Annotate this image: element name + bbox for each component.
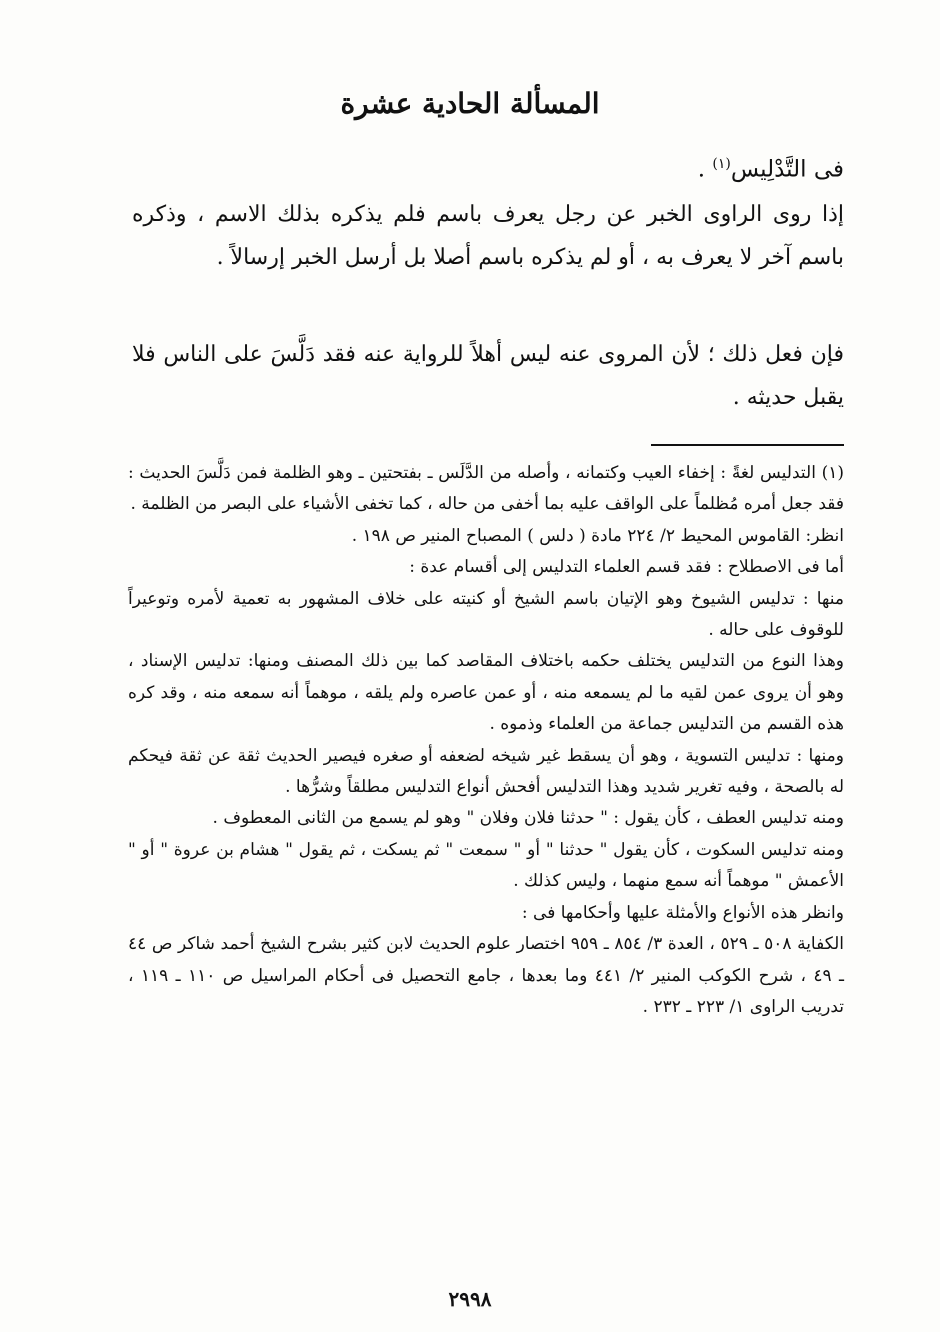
footnote-divider bbox=[651, 444, 844, 446]
subtitle-text: فى التَّدْلِيس bbox=[730, 156, 844, 183]
footnote-paragraph: ومنه تدليس العطف ، كأن يقول : " حدثنا فلان وفلان " وهو لم يسمع من الثانى المعطوف . bbox=[212, 808, 844, 829]
footnotes bbox=[128, 458, 844, 1023]
footnote-paragraph: وانظر هذه الأنواع والأمثلة عليها وأحكامها فى : bbox=[521, 902, 844, 923]
main-paragraph-1: إذا روى الراوى الخبر عن رجل يعرف باسم فلم يذكره بذلك الاسم ، وذكره باسم آخر لا يعرف به ، أو لم يذكره باسم أصلا بل أرسل الخبر إرسالاً . bbox=[132, 202, 844, 270]
footnote-paragraph: منها : تدليس الشيوخ وهو الإتيان باسم الشيخ أو كنيته على خلاف المشهور به تعمية لأمره وتوعيراً للوقوف على حاله . bbox=[128, 588, 844, 641]
footnote-paragraph: ومنه تدليس السكوت ، كأن يقول " حدثنا " أو " سمعت " ثم يسكت ، ثم يقول " هشام بن عروة " أو " الأعمش " موهماً أنه سمع منهما ، وليس كذلك . bbox=[128, 839, 844, 892]
section-subtitle bbox=[96, 146, 844, 188]
footnote-paragraph: (١) التدليس لغةً : إخفاء العيب وكتمانه ، وأصله من الدَّلَس ـ بفتحتين ـ وهو الظلمة فمن دَلَّسَ الحديث : فقد جعل أمره مُظلماً على الواقف عليه بما أخفى من حاله ، كما تخفى الأشياء على البصر من الظلمة . bbox=[128, 463, 844, 515]
page-number: ٢٩٩٨ bbox=[448, 1287, 492, 1311]
footnote-paragraph: أما فى الاصطلاح : فقد قسم العلماء التدليس إلى أقسام عدة : bbox=[409, 557, 844, 578]
footnote-ref[interactable]: (١) bbox=[712, 156, 731, 172]
footnote-paragraph: انظر: القاموس المحيط ٢/ ٢٢٤ مادة ( دلس ) المصباح المنير ص ١٩٨ . bbox=[351, 525, 844, 546]
footnote-paragraph: وهذا النوع من التدليس يختلف حكمه باختلاف المقاصد كما بين ذلك المصنف ومنها: تدليس الإسناد ، وهو أن يروى عمن لقيه ما لم يسمعه منه ، أو عمن عاصره ولم يلقه ، موهماً أنه سمعه منه ، وقد كره هذه القسم من التدليس جماعة من العلماء وذموه . bbox=[128, 651, 844, 735]
subtitle-end: . bbox=[697, 156, 713, 183]
footnote-paragraph: الكفاية ٥٠٨ ـ ٥٢٩ ، العدة ٣/ ٨٥٤ ـ ٩٥٩ اختصار علوم الحديث لابن كثير بشرح الشيخ أحمد شاكر ص ٤٤ ـ ٤٩ ، شرح الكوكب المنير ٢/ ٤٤١ وما بعدها ، جامع التحصيل فى أحكام المراسيل ص ١١٠ ـ ١١٩ ، تدريب الراوى ١/ ٢٢٣ ـ ٢٣٢ . bbox=[128, 934, 845, 1017]
main-paragraph-2: فإن فعل ذلك ؛ لأن المروى عنه ليس أهلاً للرواية عنه فقد دَلَّسَ على الناس فلا يقبل حديثه . bbox=[132, 342, 844, 410]
page-title: المسألة الحادية عشرة bbox=[340, 87, 600, 120]
footnote-paragraph: ومنها : تدليس التسوية ، وهو أن يسقط غير شيخه لضعفه أو صغره فيصير الحديث ثقة عن ثقة فيحكم له بالصحة ، وفيه تغرير شديد وهذا التدليس أفحش أنواع التدليس مطلقاً وشرُّها . bbox=[128, 745, 844, 798]
